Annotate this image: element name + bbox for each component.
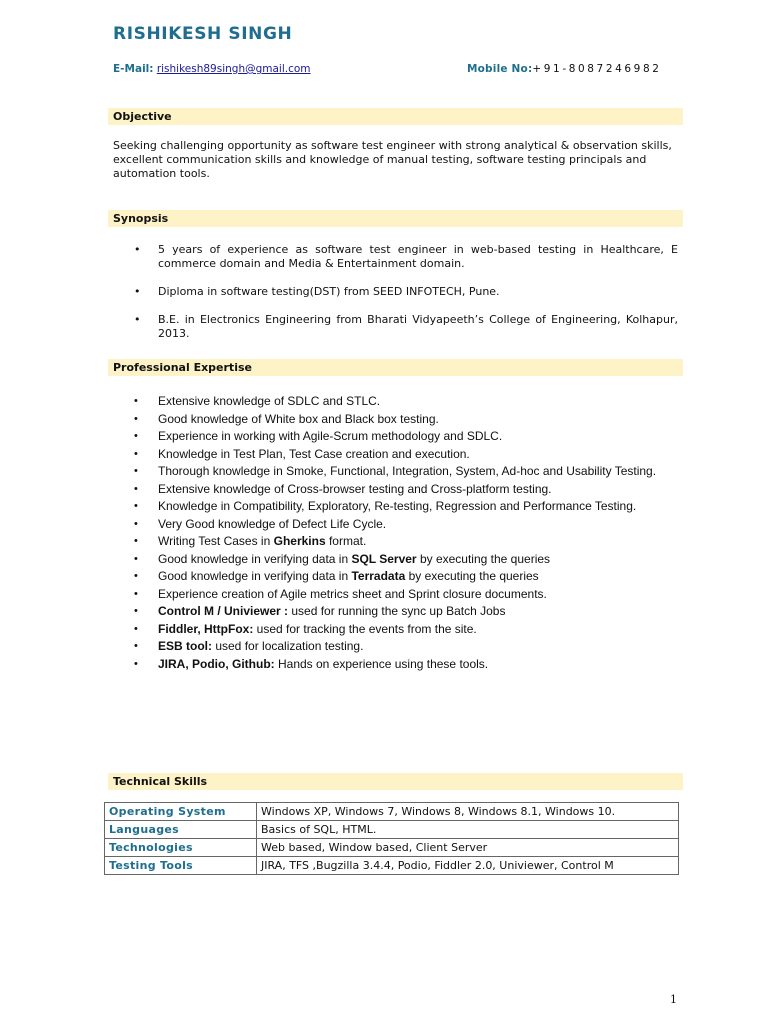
expertise-item-post: Hands on experience using these tools. — [274, 656, 489, 671]
email-line — [113, 63, 311, 75]
expertise-item-bold: ESB tool: — [158, 639, 212, 653]
table-row — [105, 803, 679, 821]
skill-value: JIRA, TFS ,Bugzilla 3.4.4, Podio, Fiddler 2.0, Univiewer, Control M — [257, 857, 679, 875]
skill-key: Languages — [105, 821, 257, 839]
candidate-name: RISHIKESH SINGH — [113, 24, 293, 44]
bullet-icon: • — [134, 552, 138, 565]
bullet-icon: • — [134, 447, 138, 460]
expertise-item-pre: Good knowledge in verifying data in — [158, 551, 352, 566]
synopsis-heading: Synopsis — [108, 210, 683, 227]
bullet-icon: • — [134, 535, 138, 547]
expertise-item-pre: Good knowledge of White box and Black box testing. — [158, 411, 439, 426]
page-number: 1 — [670, 993, 677, 1006]
skills-heading: Technical Skills — [108, 773, 683, 790]
list-item — [113, 393, 678, 411]
bullet-icon: • — [134, 587, 138, 600]
expertise-item-pre: Extensive knowledge of SDLC and STLC. — [158, 394, 381, 408]
bullet-icon: • — [134, 622, 138, 635]
expertise-item-pre: Writing Test Cases in — [158, 534, 274, 548]
synopsis-item-text: B.E. in Electronics Engineering from Bharati Vidyapeeth’s College of Engineering, Kolhapur, 2013. — [158, 313, 678, 340]
bullet-icon: • — [134, 430, 138, 442]
skill-key: Operating System — [105, 803, 257, 821]
skill-value: Basics of SQL, HTML. — [257, 821, 679, 839]
expertise-item-post: by executing the queries — [405, 569, 539, 583]
skills-table — [104, 802, 679, 875]
expertise-item-post: by executing the queries — [416, 551, 551, 566]
skill-key: Technologies — [105, 839, 257, 857]
expertise-item-pre: Experience in working with Agile-Scrum methodology and SDLC. — [158, 429, 503, 443]
list-item — [113, 621, 678, 639]
expertise-item-pre: Thorough knowledge in Smoke, Functional, Integration, System, Ad-hoc and Usability Testing. — [158, 464, 657, 478]
bullet-icon: • — [134, 500, 138, 512]
table-row — [105, 857, 679, 875]
list-item — [113, 428, 678, 446]
table-row — [105, 839, 679, 857]
bullet-icon: • — [134, 412, 138, 425]
list-item — [113, 463, 678, 481]
mobile-label: Mobile No: — [467, 63, 533, 75]
synopsis-list — [113, 243, 678, 355]
expertise-item-post: used for running the sync up Batch Jobs — [288, 604, 506, 618]
bullet-icon: • — [134, 313, 141, 326]
expertise-item-pre: Experience creation of Agile metrics sheet and Sprint closure documents. — [158, 586, 547, 601]
expertise-heading: Professional Expertise — [108, 359, 683, 376]
bullet-icon: • — [134, 285, 141, 298]
list-item — [113, 243, 678, 271]
list-item — [113, 481, 678, 499]
list-item — [113, 313, 678, 341]
list-item — [113, 533, 678, 551]
expertise-item-pre: Knowledge in Compatibility, Exploratory, Re-testing, Regression and Performance Testing. — [158, 499, 637, 513]
expertise-item-post: used for localization testing. — [212, 639, 364, 653]
table-row — [105, 821, 679, 839]
list-item — [113, 638, 678, 656]
bullet-icon: • — [134, 657, 138, 670]
mobile-line — [467, 63, 662, 75]
objective-text: Seeking challenging opportunity as software test engineer with strong analytical & observation skills, excellent communication skills and knowledge of manual testing, software testing principals and automation tools. — [113, 139, 672, 180]
list-item — [113, 656, 678, 674]
list-item — [113, 446, 678, 464]
expertise-item-bold: Control M / Univiewer : — [158, 604, 289, 618]
expertise-item-bold: Gherkins — [273, 534, 326, 548]
bullet-icon: • — [134, 465, 138, 477]
list-item — [113, 603, 678, 621]
expertise-item-pre: Extensive knowledge of Cross-browser testing and Cross-platform testing. — [158, 481, 552, 496]
expertise-list — [113, 393, 678, 673]
expertise-item-bold: SQL Server — [351, 551, 417, 566]
list-item — [113, 586, 678, 604]
objective-heading: Objective — [108, 108, 683, 125]
list-item — [113, 568, 678, 586]
bullet-icon: • — [134, 605, 138, 617]
list-item — [113, 411, 678, 429]
synopsis-item-text: Diploma in software testing(DST) from SEED INFOTECH, Pune. — [158, 285, 500, 298]
expertise-item-bold: Terradata — [351, 569, 406, 583]
mobile-number: +91-8087246982 — [532, 63, 662, 75]
list-item — [113, 551, 678, 569]
email-link[interactable]: rishikesh89singh@gmail.com — [156, 63, 311, 75]
skill-value: Windows XP, Windows 7, Windows 8, Windows 8.1, Windows 10. — [257, 803, 679, 821]
expertise-item-bold: Fiddler, HttpFox: — [158, 621, 254, 636]
expertise-item-bold: JIRA, Podio, Github: — [158, 656, 275, 671]
skill-key: Testing Tools — [105, 857, 257, 875]
bullet-icon: • — [134, 570, 138, 582]
expertise-item-pre: Good knowledge in verifying data in — [158, 569, 352, 583]
expertise-item-pre: Knowledge in Test Plan, Test Case creation and execution. — [158, 446, 470, 461]
bullet-icon: • — [134, 640, 138, 652]
list-item — [113, 516, 678, 534]
expertise-item-post: used for tracking the events from the site. — [253, 621, 477, 636]
bullet-icon: • — [134, 482, 138, 495]
expertise-item-pre: Very Good knowledge of Defect Life Cycle. — [158, 516, 387, 531]
list-item — [113, 285, 678, 299]
list-item — [113, 498, 678, 516]
expertise-item-post: format. — [325, 534, 367, 548]
bullet-icon: • — [134, 243, 141, 256]
synopsis-item-text: 5 years of experience as software test engineer in web-based testing in Healthcare, E commerce domain and Media & Entertainment domain. — [158, 243, 678, 270]
skill-value: Web based, Window based, Client Server — [257, 839, 679, 857]
email-label: E-Mail: — [113, 63, 154, 75]
bullet-icon: • — [134, 517, 138, 530]
bullet-icon: • — [134, 395, 138, 407]
